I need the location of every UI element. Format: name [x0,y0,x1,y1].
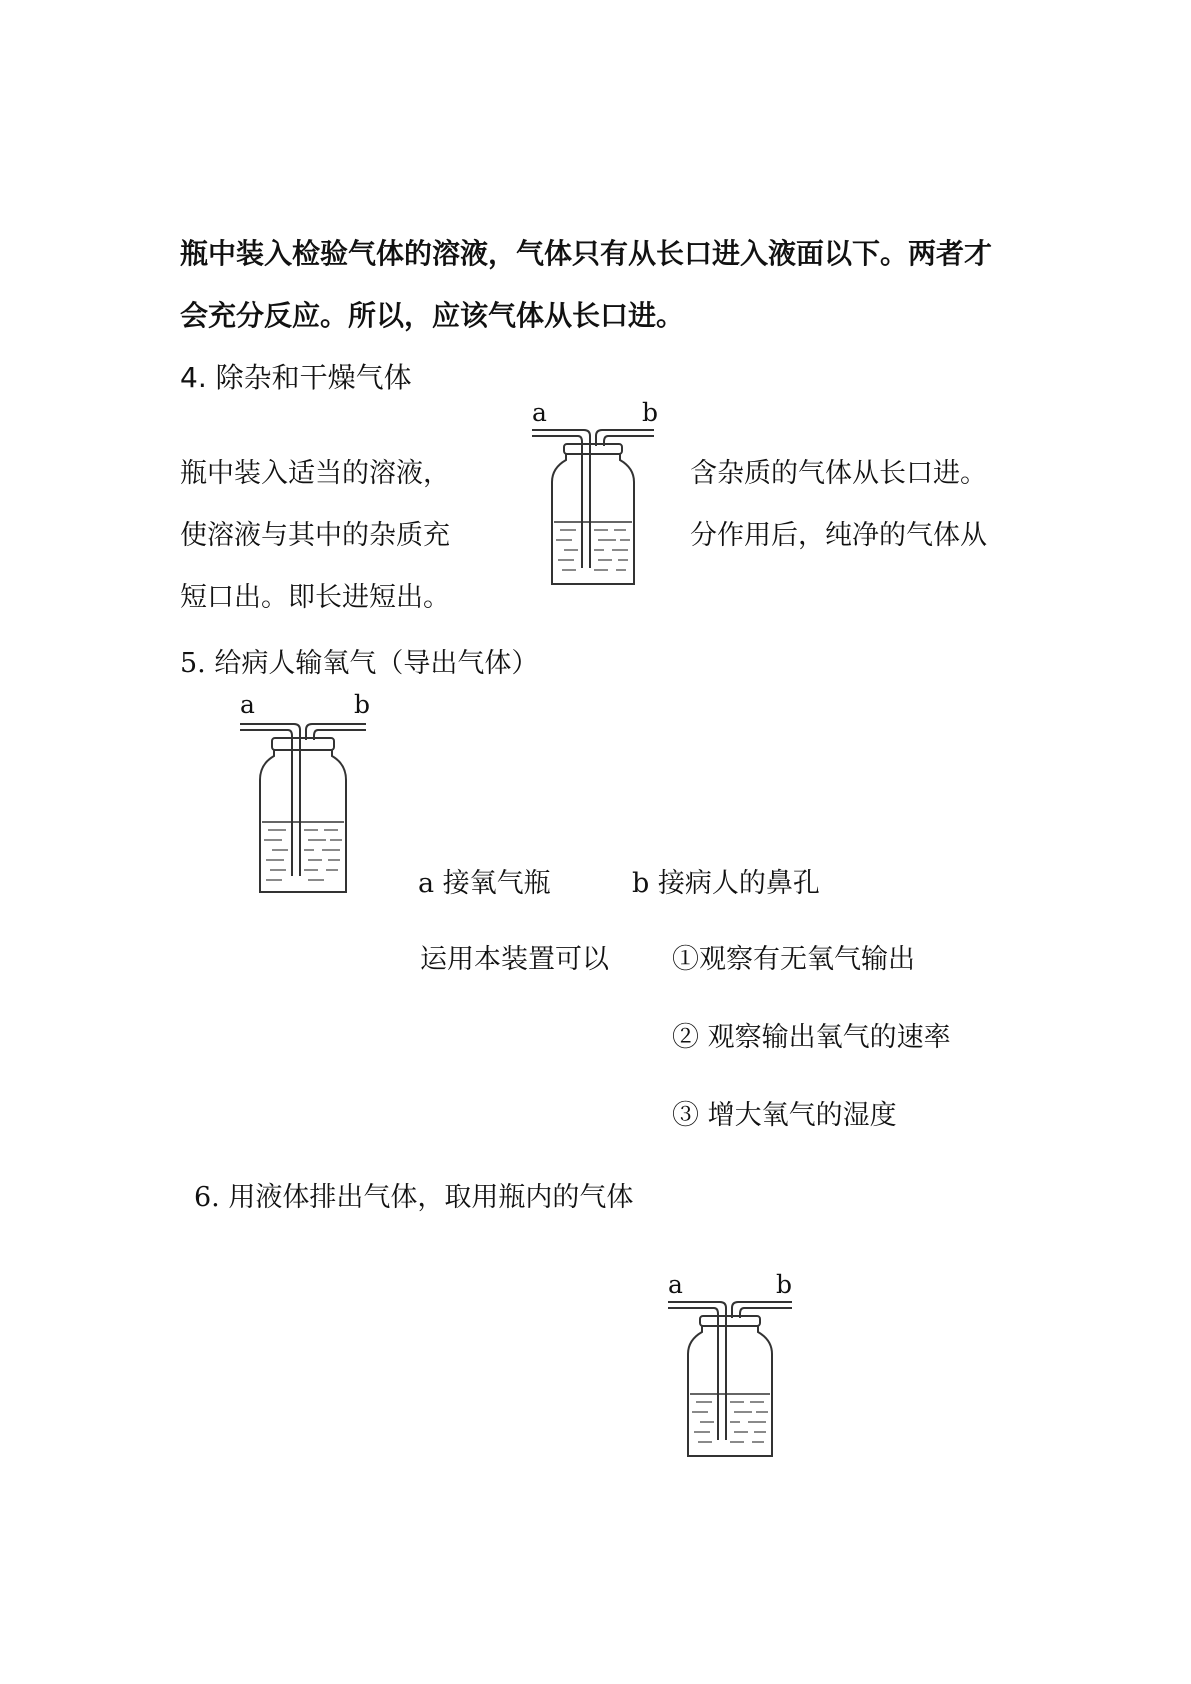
section-5-heading: 5. 给病人输氧气（导出气体） [180,648,539,679]
tube-label-b: b [776,1270,793,1299]
liquid-displacement-bottle-figure [664,1270,798,1460]
intro-line-2: 会充分反应。所以，应该气体从长口进。 [180,299,685,332]
section-5-usage-intro: 运用本装置可以 [420,944,609,975]
section-5-usage-item-2: ② 观察输出氧气的速率 [672,1022,951,1053]
section-6-heading: 6. 用液体排出气体，取用瓶内的气体 [194,1182,634,1213]
gas-washing-bottle-figure [528,398,658,588]
section-4-left-line-2: 使溶液与其中的杂质充 [180,520,450,551]
tube-label-b: b [642,398,659,427]
oxygen-bottle-drawing [236,690,370,896]
section-5-label-b: b 接病人的鼻孔 [632,868,820,899]
section-4-right-line-1: 含杂质的气体从长口进。 [690,458,987,489]
section-4-right-line-2: 分作用后，纯净的气体从 [690,520,987,551]
section-5-label-a: a 接氧气瓶 [418,868,551,899]
section-5-usage-item-1: ①观察有无氧气输出 [672,944,915,975]
section-4-heading: 4. 除杂和干燥气体 [180,361,412,394]
gas-washing-bottle-drawing [528,398,658,588]
section-4-left-line-3: 短口出。即长进短出。 [180,582,450,613]
tube-label-b: b [354,690,371,719]
tube-label-a: a [668,1270,683,1299]
oxygen-bottle-figure [236,690,370,896]
section-4-left-line-1: 瓶中装入适当的溶液， [180,458,450,489]
liquid-displacement-bottle-drawing [664,1270,798,1460]
tube-label-a: a [532,398,547,427]
intro-line-1: 瓶中装入检验气体的溶液，气体只有从长口进入液面以下。两者才 [180,237,993,270]
tube-label-a: a [240,690,255,719]
section-5-usage-item-3: ③ 增大氧气的湿度 [672,1100,897,1131]
